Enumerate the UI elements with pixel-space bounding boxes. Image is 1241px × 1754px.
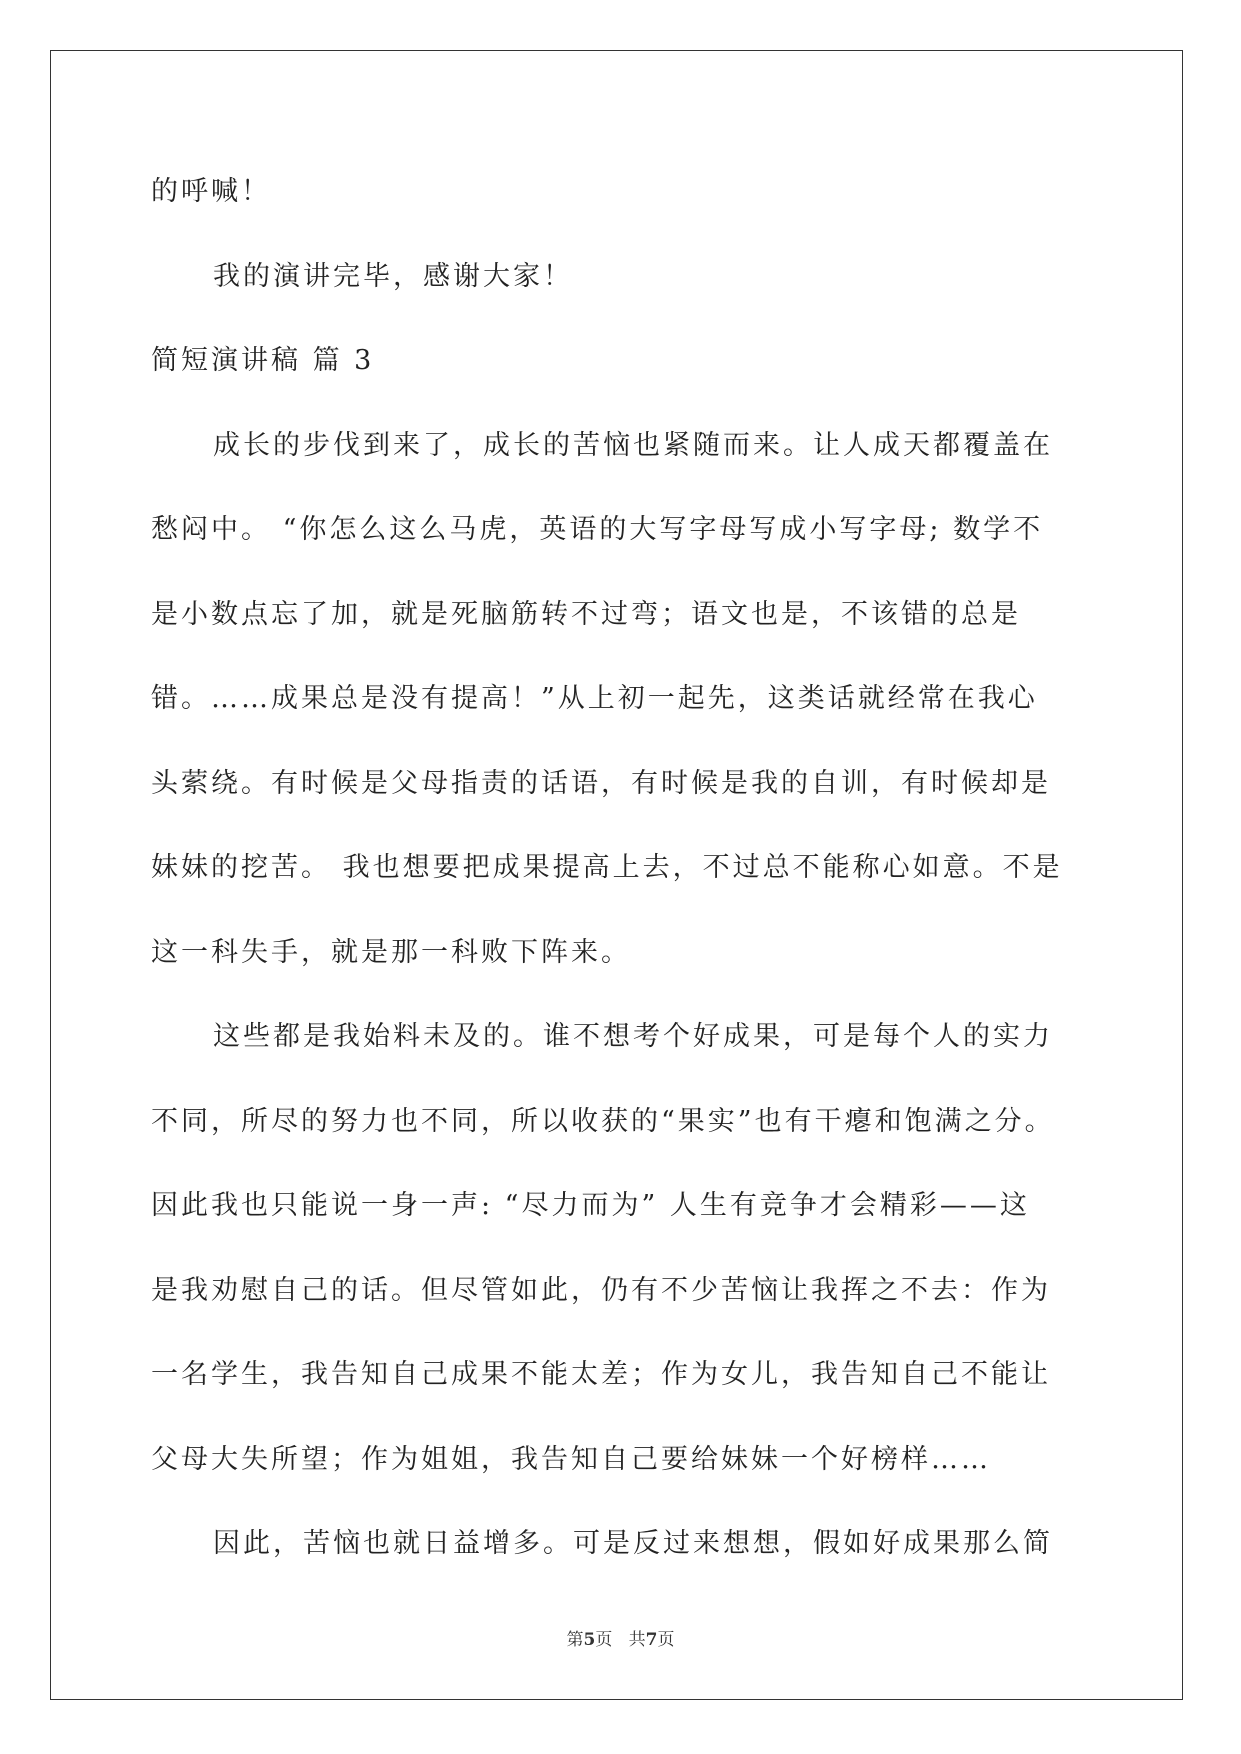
total-pages: 7 xyxy=(645,1630,658,1650)
page-footer xyxy=(0,1625,1241,1650)
text-line-12: 不同，所尽的努力也不同，所以收获的“果实”也有干瘪和饱满之分。 xyxy=(151,1105,1055,1137)
text-line-7: 错。……成果总是没有提高！”从上初一起先，这类话就经常在我心 xyxy=(151,683,1038,714)
text-line-6: 是小数点忘了加，就是死脑筋转不过弯；语文也是，不该错的总是 xyxy=(151,598,1021,630)
text-line-2: 我的演讲完毕，感谢大家！ xyxy=(213,260,573,292)
text-line-5: 愁闷中。 “你怎么这么马虎，英语的大写字母写成小写字母; 数学不 xyxy=(151,514,1044,545)
text-line-15: 一名学生，我告知自己成果不能太差；作为女儿，我告知自己不能让 xyxy=(151,1359,1051,1390)
text-line-11: 这些都是我始料未及的。谁不想考个好成果，可是每个人的实力 xyxy=(213,1021,1053,1052)
text-line-9: 妹妹的挖苦。 我也想要把成果提高上去，不过总不能称心如意。不是 xyxy=(151,852,1063,883)
footer-prefix: 第 xyxy=(566,1630,584,1650)
text-line-10: 这一科失手，就是那一科败下阵来。 xyxy=(151,936,631,968)
text-line-14: 是我劝慰自己的话。但尽管如此，仍有不少苦恼让我挥之不去：作为 xyxy=(151,1274,1051,1306)
footer-total-prefix: 共 xyxy=(628,1630,646,1650)
text-line-8: 头萦绕。有时候是父母指责的话语，有时候是我的自训，有时候却是 xyxy=(151,767,1051,799)
text-line-4: 成长的步伐到来了，成长的苦恼也紧随而来。让人成天都覆盖在 xyxy=(213,429,1053,461)
document-body xyxy=(151,150,1091,1587)
text-line-16: 父母大失所望；作为姐姐，我告知自己要给妹妹一个好榜样…… xyxy=(151,1443,991,1475)
text-line-17: 因此，苦恼也就日益增多。可是反过来想想，假如好成果那么简 xyxy=(213,1528,1053,1559)
footer-page-suffix: 页 xyxy=(595,1630,613,1650)
page-number: 5 xyxy=(583,1630,596,1650)
section-heading: 简短演讲稿 篇 3 xyxy=(151,345,375,376)
text-line-13: 因此我也只能说一身一声: “尽力而为” 人生有竞争才会精彩——这 xyxy=(151,1190,1030,1221)
text-line-1: 的呼喊！ xyxy=(151,176,271,207)
footer-total-suffix: 页 xyxy=(657,1630,675,1650)
